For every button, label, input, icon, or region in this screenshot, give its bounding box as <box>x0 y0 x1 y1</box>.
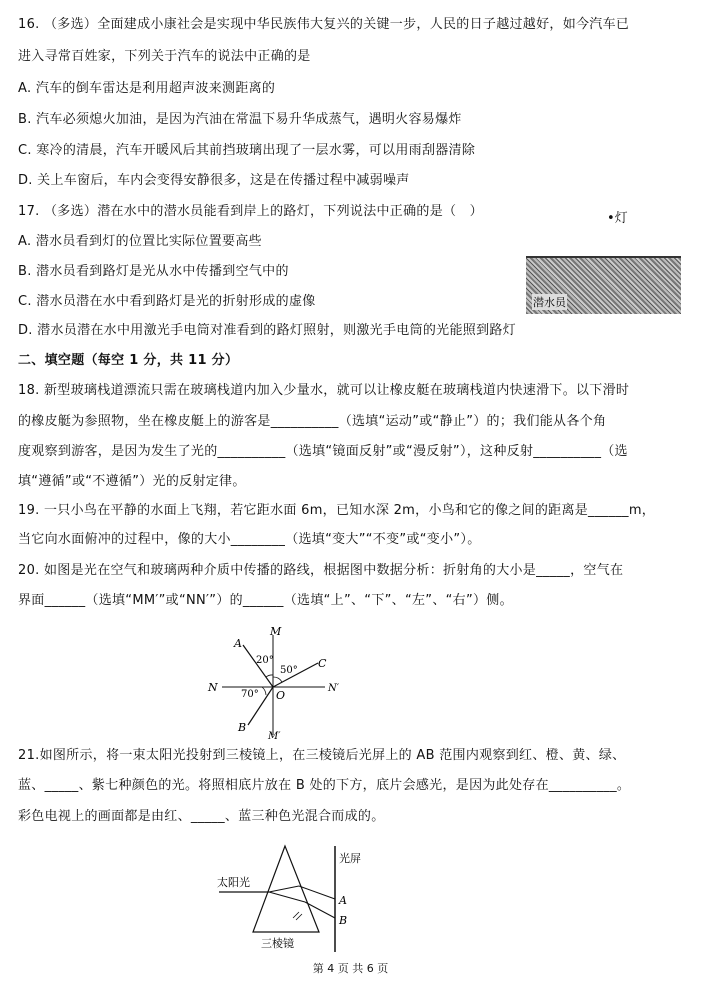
sunlight-label: 太阳光 <box>217 876 250 889</box>
section-fill-in-title: 二、填空题（每空 1 分，共 11 分） <box>18 353 239 368</box>
q20-line2: 界面______（选填“MM′”或“NN′”）的______（选填“上”、“下”、“左”、“右”）侧。 <box>18 593 513 608</box>
label-n-prime: N′ <box>328 683 340 694</box>
q16-stem-line2: 进入寻常百姓家，下列关于汽车的说法中正确的是 <box>18 49 311 64</box>
point-a-label: A <box>339 894 347 907</box>
prism-diagram <box>215 842 390 954</box>
q16-option-b: B. 汽车必须熄火加油，是因为汽油在常温下易升华成蒸气，遇明火容易爆炸 <box>18 112 462 127</box>
ray-ao <box>243 645 273 687</box>
q17-option-d: D. 潜水员潜在水中用激光手电筒对准看到的路灯照射，则激光手电筒的光能照到路灯 <box>18 323 516 338</box>
prism-hatch-2 <box>296 914 302 920</box>
lamp-label: •灯 <box>607 211 628 226</box>
angle-arc-50 <box>273 677 282 682</box>
q17-option-b: B. 潜水员看到路灯是光从水中传播到空气中的 <box>18 264 289 279</box>
q16-option-d: D. 关上车窗后，车内会变得安静很多，这是在传播过程中减弱噪声 <box>18 173 410 188</box>
q18-line4: 填“遵循”或“不遵循”）光的反射定律。 <box>18 474 246 489</box>
prism-hatch-1 <box>293 912 299 918</box>
q17-option-c: C. 潜水员潜在水中看到路灯是光的折射形成的虚像 <box>18 294 316 309</box>
refraction-diagram <box>200 625 350 740</box>
q16-option-c: C. 寒冷的清晨，汽车开暖风后其前挡玻璃出现了一层水雾，可以用雨刮器清除 <box>18 143 476 158</box>
label-angle-50: 50° <box>280 665 298 676</box>
q18-line2: 的橡皮艇为参照物，坐在橡皮艇上的游客是__________（选填“运动”或“静止”）的；我们能从各个角 <box>18 414 607 429</box>
q20-line1: 20. 如图是光在空气和玻璃两种介质中传播的路线，根据图中数据分析：折射角的大小是_____，空气在 <box>18 563 624 578</box>
screen-label: 光屏 <box>339 852 361 865</box>
ray-inside-bottom <box>269 892 305 902</box>
page-footer: 第 4 页 共 6 页 <box>312 962 389 975</box>
angle-arc-70 <box>262 687 266 695</box>
q16-option-a: A. 汽车的倒车雷达是利用超声波来测距离的 <box>18 81 276 96</box>
label-o: O <box>276 689 286 702</box>
q18-line3: 度观察到游客，是因为发生了光的__________（选填“镜面反射”或“漫反射”），这种反射__________（选 <box>18 444 628 459</box>
q19-line2: 当它向水面俯冲的过程中，像的大小________（选填“变大”“不变”或“变小”）。 <box>18 532 481 547</box>
label-angle-70: 70° <box>241 689 259 700</box>
prism-label: 三棱镜 <box>261 937 294 950</box>
q21-line1: 21.如图所示，将一束太阳光投射到三棱镜上，在三棱镜后光屏上的 AB 范围内观察到红、橙、黄、绿、 <box>18 748 626 763</box>
q18-line1: 18. 新型玻璃栈道漂流只需在玻璃栈道内加入少量水，就可以让橡皮艇在玻璃栈道内快速滑下。以下滑时 <box>18 383 630 398</box>
label-a: A <box>234 637 242 650</box>
angle-arc-20 <box>266 675 273 677</box>
q17-option-a: A. 潜水员看到灯的位置比实际位置要高些 <box>18 234 262 249</box>
label-b: B <box>238 721 247 734</box>
diver-photo <box>526 256 681 314</box>
label-angle-20: 20° <box>256 655 274 666</box>
q16-stem-line1: 16. （多选）全面建成小康社会是实现中华民族伟大复兴的关键一步，人民的日子越过越好，如今汽车已 <box>18 17 630 32</box>
q21-line2: 蓝、_____、紫七种颜色的光。将照相底片放在 B 处的下方，底片会感光，是因为此处存在__________。 <box>18 778 631 793</box>
label-n: N <box>208 681 218 694</box>
point-b-label: B <box>339 914 348 927</box>
diver-label: 潜水员 <box>533 296 566 309</box>
q19-line1: 19. 一只小鸟在平静的水面上飞翔，若它距水面 6m，已知水深 2m，小鸟和它的像之间的距离是______m， <box>18 503 656 518</box>
label-m-prime: M′ <box>268 731 281 740</box>
label-c: C <box>318 657 327 670</box>
ray-inside-top <box>269 886 299 892</box>
q17-stem: 17. （多选）潜在水中的潜水员能看到岸上的路灯，下列说法中正确的是（ ） <box>18 204 483 219</box>
ray-to-b <box>305 902 335 918</box>
label-m: M <box>270 625 282 638</box>
q21-line3: 彩色电视上的画面都是由红、_____、蓝三种色光混合而成的。 <box>18 809 385 824</box>
ray-to-a <box>299 886 335 899</box>
